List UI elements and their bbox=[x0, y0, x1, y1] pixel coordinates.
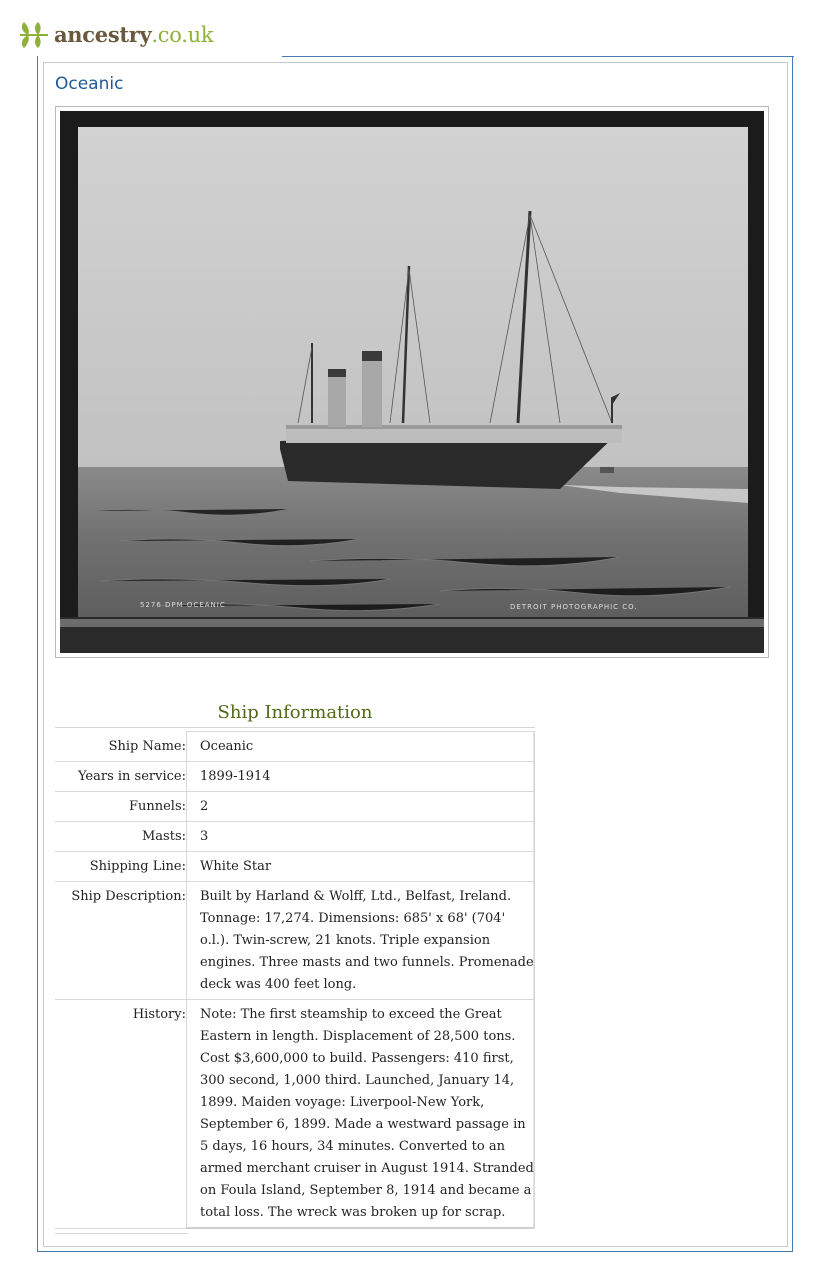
table-row bbox=[55, 882, 535, 1000]
ship-info-table bbox=[55, 731, 535, 1229]
heading-rule bbox=[55, 727, 535, 728]
history-value: Note: The first steamship to exceed the Great Eastern in length. Displacement of 28,500 tons. Cost $3,600,000 to build. Passengers: 410 first, 300 second, 1,000 third. Launched, January 14, 1899. Maiden voyage: Liverpool-New York, September 6, 1899. Made a westward passage in 5 days, 16 hours, 34 minutes. Converted to an armed merchant cruiser in August 1914. Stranded on Foula Island, September 8, 1914 and became a total loss. The wreck was broken up for scrap. bbox=[187, 1000, 535, 1229]
years-in-service-label: Years in service: bbox=[55, 762, 187, 792]
table-row bbox=[55, 732, 535, 762]
brand-name: ancestry bbox=[54, 22, 152, 47]
years-in-service-value: 1899-1914 bbox=[187, 762, 535, 792]
table-row bbox=[55, 792, 535, 822]
brand-wordmark bbox=[54, 24, 213, 46]
funnels-label: Funnels: bbox=[55, 792, 187, 822]
photo-caption-left: 5276 DPM OCEANIC bbox=[140, 601, 226, 609]
ship-photo bbox=[60, 111, 764, 653]
history-label: History: bbox=[55, 1000, 187, 1229]
ship-information-heading: Ship Information bbox=[217, 702, 373, 723]
table-row bbox=[55, 852, 535, 882]
ship-description-value: Built by Harland & Wolff, Ltd., Belfast, Ireland. Tonnage: 17,274. Dimensions: 685' x 68' (704' o.l.). Twin-screw, 21 knots. Triple expansion engines. Three masts and two funnels. Promenade deck was 400 feet long. bbox=[187, 882, 535, 1000]
masts-value: 3 bbox=[187, 822, 535, 852]
shipping-line-value: White Star bbox=[187, 852, 535, 882]
page-title: Oceanic bbox=[55, 74, 124, 94]
table-row bbox=[55, 822, 535, 852]
ship-photo-frame bbox=[55, 106, 769, 658]
funnels-value: 2 bbox=[187, 792, 535, 822]
brand-suffix: .co.uk bbox=[151, 23, 214, 47]
leaf-logo-icon bbox=[18, 20, 50, 50]
table-row bbox=[55, 762, 535, 792]
table-footer-rule bbox=[55, 1233, 188, 1234]
ship-name-value: Oceanic bbox=[187, 732, 535, 762]
photo-caption-right: DETROIT PHOTOGRAPHIC CO. bbox=[510, 603, 638, 611]
ship-description-label: Ship Description: bbox=[55, 882, 187, 1000]
ship-name-label: Ship Name: bbox=[55, 732, 187, 762]
masts-label: Masts: bbox=[55, 822, 187, 852]
table-row bbox=[55, 1000, 535, 1229]
ship-photograph-image bbox=[60, 111, 764, 653]
shipping-line-label: Shipping Line: bbox=[55, 852, 187, 882]
ancestry-logo[interactable] bbox=[18, 18, 213, 52]
